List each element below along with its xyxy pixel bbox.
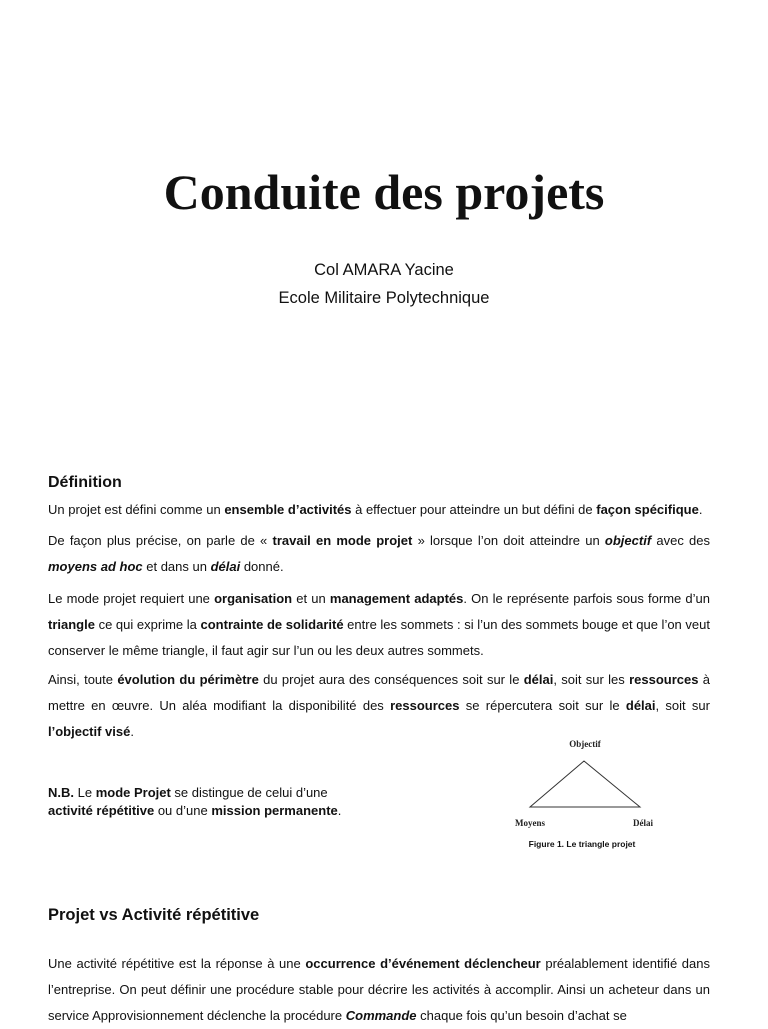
- text-run: travail en mode projet: [272, 533, 413, 548]
- paragraph-definition-2: [48, 528, 710, 580]
- text-run: activité répétitive: [48, 803, 155, 818]
- text-run: se répercutera soit sur le: [459, 698, 626, 713]
- section-heading-projet-vs-activite: Projet vs Activité répétitive: [48, 906, 260, 924]
- text-run: . On le représente parfois sous forme d’un: [463, 591, 711, 606]
- text-run: , soit sur: [655, 698, 710, 713]
- author-name: Col AMARA Yacine: [314, 261, 454, 279]
- document-title: Conduite des projets: [163, 164, 605, 220]
- text-run: mission permanente: [211, 803, 338, 818]
- paragraph-definition-1: [48, 497, 710, 523]
- project-triangle-figure: [504, 734, 660, 856]
- text-run: ou d’une: [154, 803, 212, 818]
- text-run: Un projet est défini comme un: [48, 502, 225, 517]
- text-run: façon spécifique: [596, 502, 699, 517]
- section-heading-definition: Définition: [48, 474, 122, 491]
- text-run: .: [698, 502, 703, 517]
- text-run: .: [337, 803, 342, 818]
- triangle-diagram: [504, 734, 660, 834]
- text-run: Commande: [345, 1008, 417, 1023]
- text-run: moyens ad hoc: [48, 559, 143, 574]
- text-run: Le: [74, 785, 96, 800]
- text-run: évolution du périmètre: [117, 672, 259, 687]
- text-run: organisation: [214, 591, 293, 606]
- figure-caption: Figure 1. Le triangle projet: [528, 839, 636, 849]
- text-run: donné.: [240, 559, 284, 574]
- author-institution: Ecole Militaire Polytechnique: [278, 289, 490, 307]
- paragraph-definition-3: [48, 586, 710, 664]
- nota-bene-note: [48, 784, 368, 820]
- text-run: Une activité répétitive est la réponse à une: [48, 956, 306, 971]
- text-run: N.B.: [48, 785, 74, 800]
- text-run: se distingue de celui d’une: [170, 785, 328, 800]
- text-run: délai: [625, 698, 656, 713]
- text-run: , soit sur les: [553, 672, 630, 687]
- text-run: délai: [523, 672, 554, 687]
- text-run: contrainte de solidarité: [200, 617, 344, 632]
- text-run: Le mode projet requiert une: [48, 591, 215, 606]
- text-run: triangle: [48, 617, 95, 632]
- text-run: management adaptés: [329, 591, 464, 606]
- text-run: De façon plus précise, on parle de «: [48, 533, 273, 548]
- text-run: mode Projet: [95, 785, 171, 800]
- text-run: délai: [210, 559, 241, 574]
- text-run: et dans un: [142, 559, 211, 574]
- text-run: à effectuer pour atteindre un but défini de: [351, 502, 597, 517]
- text-run: .: [130, 724, 134, 739]
- text-run: et un: [292, 591, 330, 606]
- text-run: du projet aura des conséquences soit sur le: [258, 672, 524, 687]
- text-run: occurrence d’événement déclencheur: [305, 956, 541, 971]
- text-run: l’objectif visé: [48, 724, 131, 739]
- text-run: ressources: [390, 698, 460, 713]
- text-run: ensemble d’activités: [224, 502, 352, 517]
- text-run: ce qui exprime la: [94, 617, 201, 632]
- paragraph-activite-repetitive: [48, 951, 710, 1029]
- text-run: » lorsque l’on doit atteindre un: [412, 533, 605, 548]
- text-run: préalablement identifié dans l’entreprise. On peut définir une procédure stable pour décrire les activités à accomplir. Ainsi un acheteur dans un service Approvisionnement déclenche la procédure: [48, 956, 710, 1023]
- vertex-label-delai: Délai: [633, 818, 653, 828]
- text-run: ressources: [629, 672, 699, 687]
- text-run: chaque fois qu’un besoin d’achat se: [416, 1008, 627, 1023]
- vertex-label-objectif: Objectif: [569, 739, 601, 749]
- text-run: avec des: [651, 533, 710, 548]
- text-run: objectif: [604, 533, 652, 548]
- text-run: à mettre en œuvre. Un aléa modifiant la disponibilité des: [48, 672, 710, 713]
- text-run: entre les sommets : si l’un des sommets bouge et que l’on veut conserver le même triangle, il faut agir sur l’un ou les deux autres sommets.: [48, 617, 710, 658]
- author-block: [0, 256, 768, 312]
- text-run: Ainsi, toute: [48, 672, 118, 687]
- vertex-label-moyens: Moyens: [515, 818, 545, 828]
- triangle-shape: [530, 761, 640, 807]
